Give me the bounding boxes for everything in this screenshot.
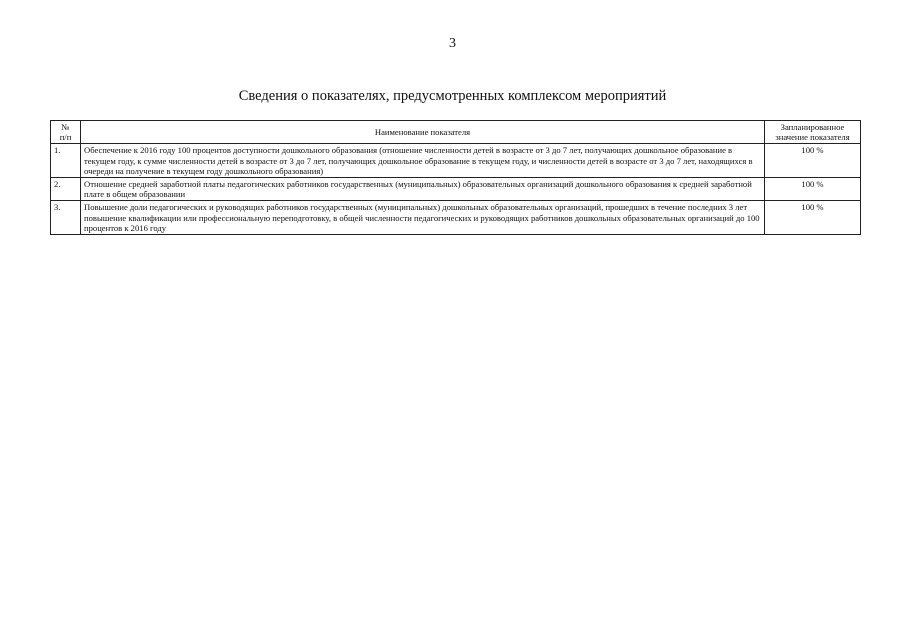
indicators-table <box>50 120 861 235</box>
table-row <box>51 178 861 201</box>
row-planned-value: 100 % <box>765 201 861 235</box>
row-planned-value: 100 % <box>765 144 861 178</box>
header-planned-value: Запланированное значение показателя <box>765 121 861 144</box>
header-number-abbrev: п/п <box>59 132 72 143</box>
document-title: Сведения о показателях, предусмотренных комплексом мероприятий <box>238 88 667 104</box>
row-indicator-name: Отношение средней заработной платы педагогических работников государственных (муниципальных) образовательных организаций дошкольного образования к средней заработной плате в общем образовании <box>81 178 765 201</box>
header-number <box>51 121 81 144</box>
row-number: 3. <box>51 201 81 235</box>
header-indicator-name: Наименование показателя <box>81 121 765 144</box>
row-indicator-name: Обеспечение к 2016 году 100 процентов доступности дошкольного образования (отношение численности детей в возрасте от 3 до 7 лет, получающих дошкольное образование в текущем году, к сумме численности детей в возрасте от 3 до 7 лет, получающих дошкольное образование в текущем году, и численности детей в возрасте от 3 до 7 лет, находящихся в очереди на получение в текущем году дошкольного образования) <box>81 144 765 178</box>
table-row <box>51 201 861 235</box>
row-number: 1. <box>51 144 81 178</box>
row-indicator-name: Повышение доли педагогических и руководящих работников государственных (муниципальных) дошкольных образовательных организаций, прошедших в течение последних 3 лет повышение квалификации или профессиональную переподготовку, в общей численности педагогических и руководящих работников дошкольных образовательных организаций до 100 процентов к 2016 году <box>81 201 765 235</box>
page-number: 3 <box>449 36 456 51</box>
header-number-symbol: № <box>61 122 70 132</box>
table-header-row <box>51 121 861 144</box>
table-row <box>51 144 861 178</box>
row-planned-value: 100 % <box>765 178 861 201</box>
row-number: 2. <box>51 178 81 201</box>
